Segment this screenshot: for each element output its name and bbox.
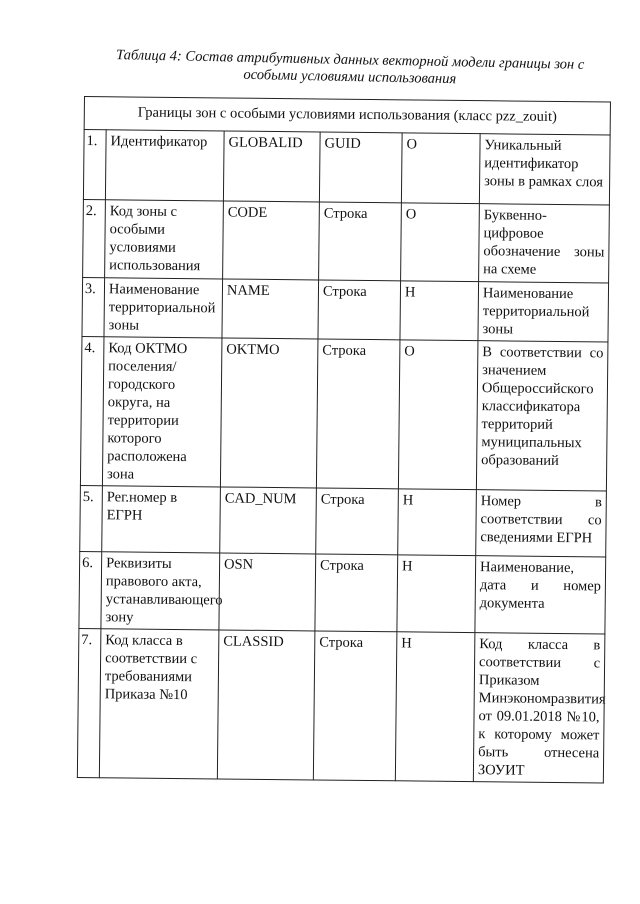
required-flag: О <box>398 340 478 490</box>
attribute-name: Рег.номер в ЕГРН <box>102 486 221 553</box>
attribute-name: Наименование территориальной зоны <box>104 278 223 338</box>
attribute-name: Код ОКТМО поселения/городского округа, на территории которого расположена зона <box>102 337 222 487</box>
row-number: 6. <box>79 551 102 628</box>
table-row <box>77 628 605 783</box>
table-row <box>80 336 608 491</box>
table-row <box>83 130 610 206</box>
required-flag: О <box>401 133 480 204</box>
field-type: Строка <box>315 554 398 632</box>
field-type: Строка <box>313 631 397 781</box>
field-code: CODE <box>223 201 320 280</box>
required-flag: Н <box>397 555 476 633</box>
field-code: NAME <box>222 279 319 339</box>
attribute-name: Идентификатор <box>105 130 224 201</box>
attribute-description: Код класса в соответствии с Приказом Минэкономразвития от 09.01.2018 №10, к которому может быть отнесена ЗОУИТ <box>473 633 605 783</box>
attribute-description: Наименование территориальной зоны <box>478 282 609 342</box>
table-row <box>83 199 610 283</box>
row-number: 3. <box>82 277 105 336</box>
table-row <box>82 277 609 342</box>
attribute-description: В соответствии со значением Общероссийского классификатора территорий муниципальных образований <box>476 341 608 491</box>
table-header: Границы зон с особыми условиями использования (класс pzz_zouit) <box>84 97 610 136</box>
row-number: 2. <box>83 199 106 277</box>
attribute-name: Реквизиты правового акта, устанавливающего зону <box>101 552 220 630</box>
attribute-description: Уникальный идентификатор зоны в рамках слоя <box>479 134 610 205</box>
required-flag: Н <box>400 281 479 341</box>
row-number: 7. <box>77 628 101 777</box>
attribute-description: Наименование, дата и номер документа <box>475 556 606 634</box>
row-number: 5. <box>80 485 103 551</box>
field-code: OSN <box>219 553 316 631</box>
required-flag: Н <box>395 632 475 782</box>
attribute-description: Номер в соответствии со сведениями ЕГРН <box>476 490 607 557</box>
field-type: GUID <box>319 132 402 203</box>
field-type: Строка <box>318 280 401 340</box>
table-header-row <box>84 97 610 136</box>
table-row <box>79 551 606 634</box>
attribute-name: Код класса в соответствии с требованиями Приказа №10 <box>99 629 219 779</box>
required-flag: Н <box>398 489 477 556</box>
field-code: CAD_NUM <box>220 487 317 554</box>
attribute-name: Код зоны с особыми условиями использования <box>105 200 224 279</box>
row-number: 1. <box>83 130 106 200</box>
field-type: Строка <box>316 488 399 555</box>
table-row <box>80 485 607 557</box>
row-number: 4. <box>80 336 104 485</box>
attributes-table <box>77 96 611 783</box>
field-code: GLOBALID <box>223 131 320 202</box>
field-code: CLASSID <box>217 630 315 780</box>
field-type: Строка <box>319 202 402 281</box>
field-type: Строка <box>316 339 400 489</box>
required-flag: О <box>401 203 480 282</box>
field-code: OKTMO <box>220 338 318 488</box>
attribute-description: Буквенно-цифровое обозначение зоны на схеме <box>479 204 610 283</box>
table-caption: Таблица 4: Состав атрибутивных данных векторной модели границы зон с особыми условиями использования <box>115 47 585 88</box>
